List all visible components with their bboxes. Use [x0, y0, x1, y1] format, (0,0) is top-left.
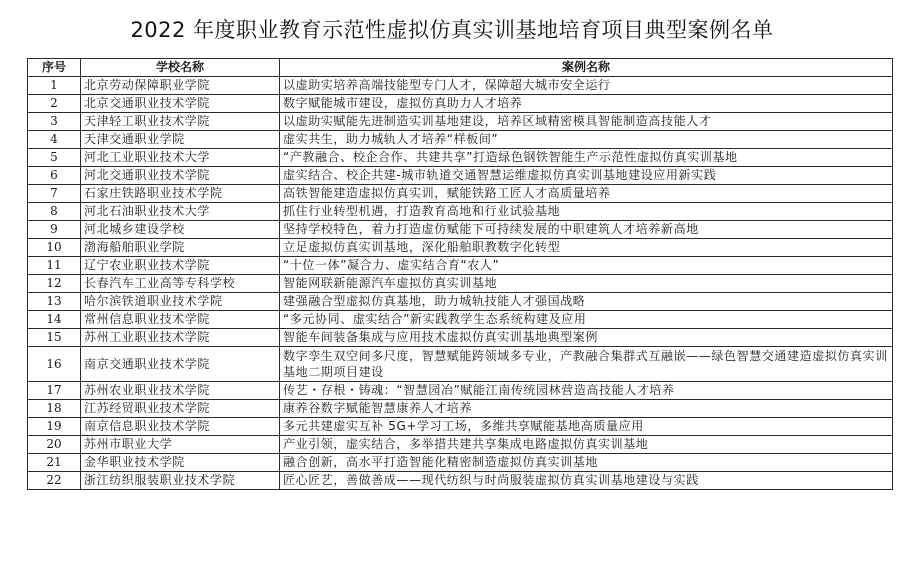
school-name: 江苏经贸职业技术学院 — [81, 400, 280, 418]
case-name: 高铁智能建造虚拟仿真实训，赋能铁路工匠人才高质量培养 — [280, 185, 893, 203]
school-name: 常州信息职业技术学院 — [81, 311, 280, 329]
school-name: 天津轻工职业技术学院 — [81, 113, 280, 131]
row-number: 4 — [28, 131, 81, 149]
case-name: 虚实结合、校企共建-城市轨道交通智慧运维虚拟仿真实训基地建设应用新实践 — [280, 167, 893, 185]
row-number: 3 — [28, 113, 81, 131]
case-name: 智能车间装备集成与应用技术虚拟仿真实训基地典型案例 — [280, 329, 893, 347]
case-name: 立足虚拟仿真实训基地，深化船舶职教数字化转型 — [280, 239, 893, 257]
case-name: 产业引领，虚实结合，多举措共建共享集成电路虚拟仿真实训基地 — [280, 436, 893, 454]
row-number: 15 — [28, 329, 81, 347]
case-name: 数字赋能城市建设，虚拟仿真助力人才培养 — [280, 95, 893, 113]
header-school: 学校名称 — [81, 59, 280, 77]
table-row — [28, 400, 893, 418]
school-name: 河北石油职业技术大学 — [81, 203, 280, 221]
case-name: 以虚助实培养高端技能型专门人才，保障超大城市安全运行 — [280, 77, 893, 95]
row-number: 6 — [28, 167, 81, 185]
table-row — [28, 77, 893, 95]
table-row — [28, 418, 893, 436]
row-number: 12 — [28, 275, 81, 293]
school-name: 浙江纺织服装职业技术学院 — [81, 472, 280, 490]
row-number: 8 — [28, 203, 81, 221]
table-row — [28, 113, 893, 131]
row-number: 11 — [28, 257, 81, 275]
case-name: 抓住行业转型机遇，打造教育高地和行业试验基地 — [280, 203, 893, 221]
row-number: 18 — [28, 400, 81, 418]
row-number: 9 — [28, 221, 81, 239]
table-row — [28, 257, 893, 275]
school-name: 苏州工业职业技术学院 — [81, 329, 280, 347]
document-title: 2022 年度职业教育示范性虚拟仿真实训基地培育项目典型案例名单 — [130, 18, 774, 42]
school-name: 河北城乡建设学校 — [81, 221, 280, 239]
row-number: 10 — [28, 239, 81, 257]
header-case: 案例名称 — [280, 59, 893, 77]
case-name: 康养谷数字赋能智慧康养人才培养 — [280, 400, 893, 418]
table-row — [28, 167, 893, 185]
case-name: 融合创新，高水平打造智能化精密制造虚拟仿真实训基地 — [280, 454, 893, 472]
row-number: 16 — [28, 347, 81, 382]
row-number: 20 — [28, 436, 81, 454]
table-row — [28, 131, 893, 149]
table-row — [28, 472, 893, 490]
case-name: “产教融合、校企合作、共建共享”打造绿色钢铁智能生产示范性虚拟仿真实训基地 — [280, 149, 893, 167]
case-name: 坚持学校特色，着力打造虚仿赋能下可持续发展的中职建筑人才培养新高地 — [280, 221, 893, 239]
school-name: 河北交通职业技术学院 — [81, 167, 280, 185]
school-name: 长春汽车工业高等专科学校 — [81, 275, 280, 293]
table-row — [28, 293, 893, 311]
row-number: 2 — [28, 95, 81, 113]
table-row — [28, 454, 893, 472]
school-name: 南京信息职业技术学院 — [81, 418, 280, 436]
table-row — [28, 203, 893, 221]
table-header — [28, 59, 893, 77]
school-name: 北京劳动保障职业学院 — [81, 77, 280, 95]
row-number: 19 — [28, 418, 81, 436]
school-name: 苏州农业职业技术学院 — [81, 382, 280, 400]
header-row — [28, 59, 893, 77]
row-number: 13 — [28, 293, 81, 311]
case-name: 匠心匠艺，善做善成——现代纺织与时尚服装虚拟仿真实训基地建设与实践 — [280, 472, 893, 490]
table-row — [28, 95, 893, 113]
table-row — [28, 347, 893, 382]
case-name: 建强融合型虚拟仿真基地，助力城轨技能人才强国战略 — [280, 293, 893, 311]
row-number: 7 — [28, 185, 81, 203]
school-name: 哈尔滨铁道职业技术学院 — [81, 293, 280, 311]
school-name: 辽宁农业职业技术学院 — [81, 257, 280, 275]
row-number: 1 — [28, 77, 81, 95]
row-number: 22 — [28, 472, 81, 490]
table-row — [28, 149, 893, 167]
school-name: 金华职业技术学院 — [81, 454, 280, 472]
case-name: 传艺・存根・铸魂：“智慧园冶”赋能江南传统园林营造高技能人才培养 — [280, 382, 893, 400]
table-row — [28, 185, 893, 203]
case-name: “多元协同、虚实结合”新实践教学生态系统构建及应用 — [280, 311, 893, 329]
table-row — [28, 382, 893, 400]
row-number: 17 — [28, 382, 81, 400]
school-name: 苏州市职业大学 — [81, 436, 280, 454]
school-name: 河北工业职业技术大学 — [81, 149, 280, 167]
case-name: “十位一体”凝合力、虚实结合育“农人” — [280, 257, 893, 275]
row-number: 21 — [28, 454, 81, 472]
case-list-table — [27, 58, 893, 490]
table-row — [28, 436, 893, 454]
school-name: 南京交通职业技术学院 — [81, 347, 280, 382]
case-name: 数字孪生双空间多尺度，智慧赋能跨领域多专业，产教融合集群式互融嵌——绿色智慧交通建造虚拟仿真实训基地二期项目建设 — [280, 347, 893, 382]
header-num: 序号 — [28, 59, 81, 77]
table-row — [28, 239, 893, 257]
table-row — [28, 275, 893, 293]
case-name: 多元共建虚实互补 5G+学习工场，多维共享赋能基地高质量应用 — [280, 418, 893, 436]
table-row — [28, 329, 893, 347]
school-name: 天津交通职业学院 — [81, 131, 280, 149]
row-number: 14 — [28, 311, 81, 329]
case-name: 虚实共生，助力城轨人才培养“样板间” — [280, 131, 893, 149]
school-name: 北京交通职业技术学院 — [81, 95, 280, 113]
table-body — [28, 77, 893, 490]
table-row — [28, 311, 893, 329]
school-name: 石家庄铁路职业技术学院 — [81, 185, 280, 203]
row-number: 5 — [28, 149, 81, 167]
table-row — [28, 221, 893, 239]
school-name: 渤海船舶职业学院 — [81, 239, 280, 257]
case-name: 智能网联新能源汽车虚拟仿真实训基地 — [280, 275, 893, 293]
case-name: 以虚助实赋能先进制造实训基地建设，培养区域精密模具智能制造高技能人才 — [280, 113, 893, 131]
